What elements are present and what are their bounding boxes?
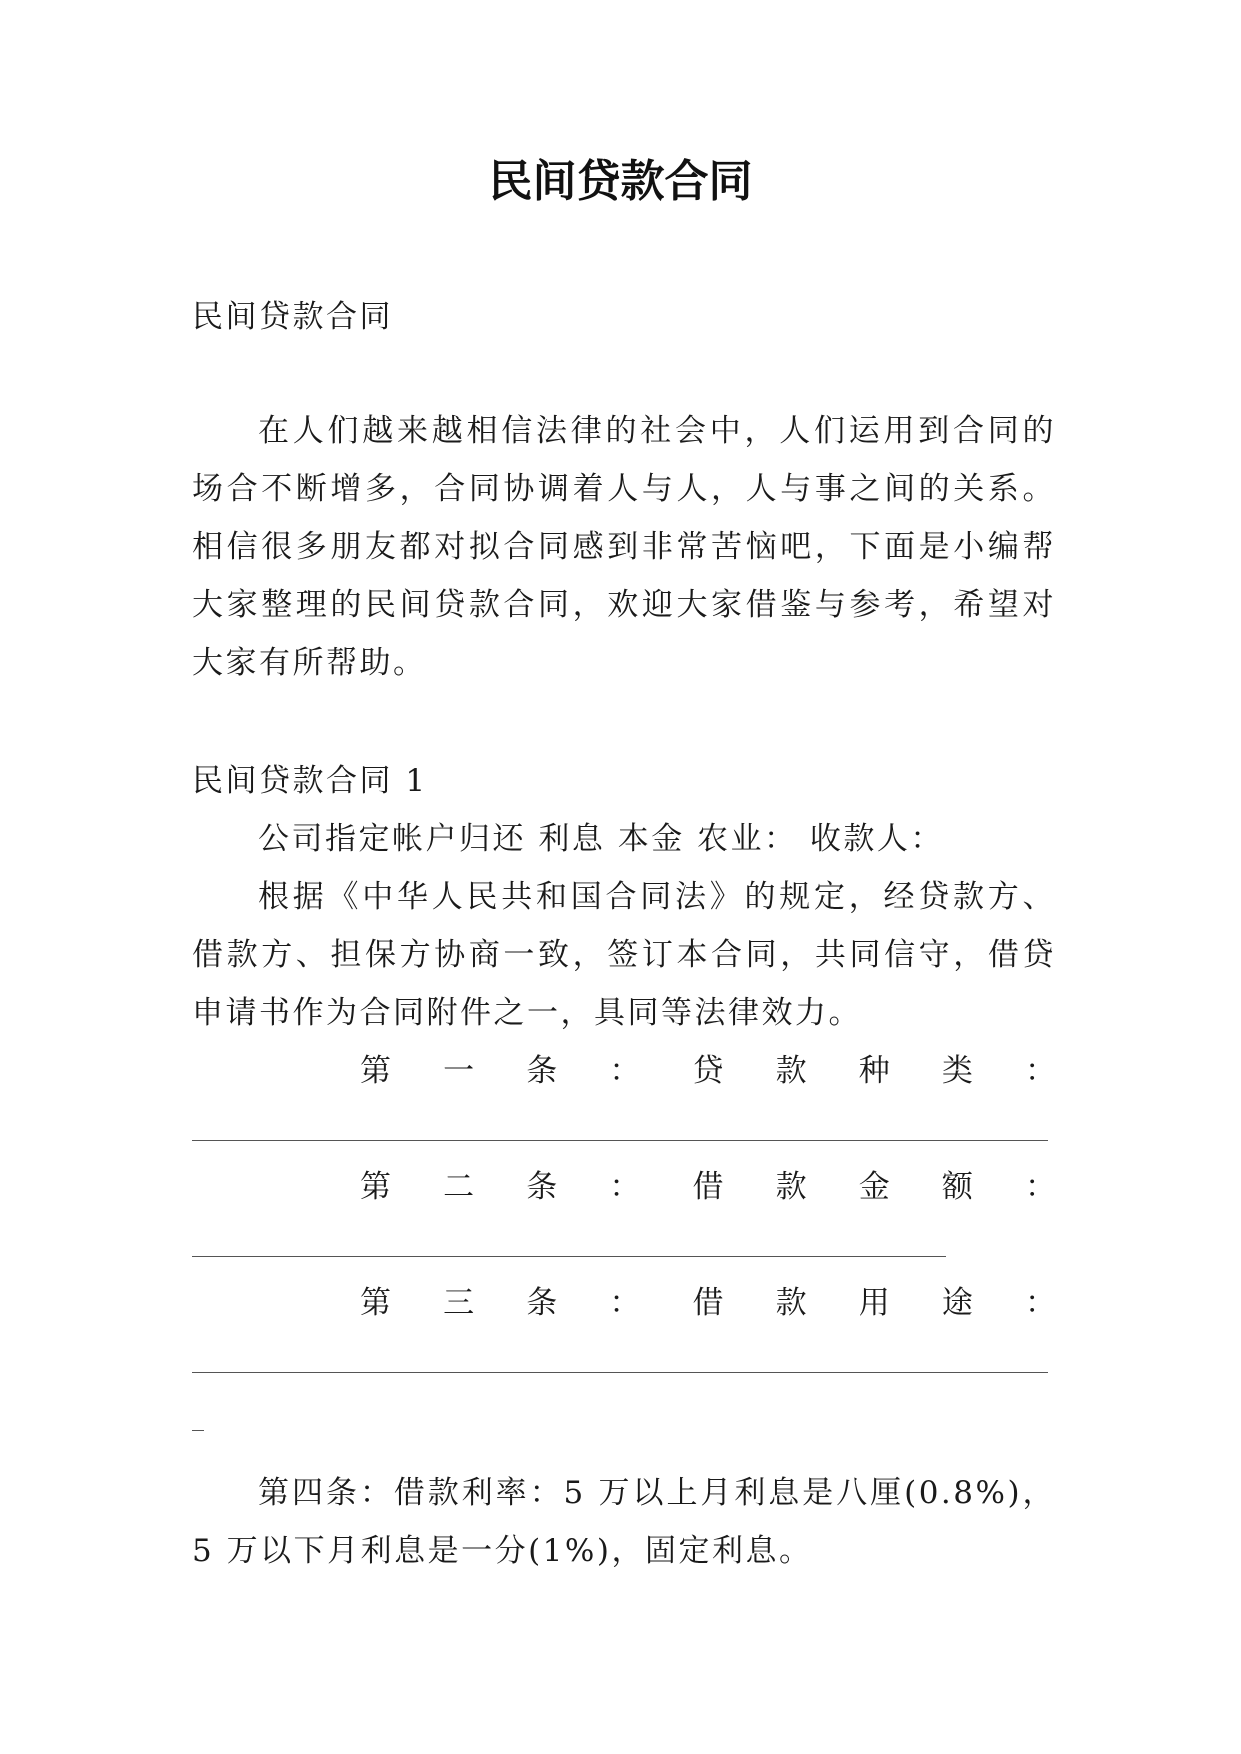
article-3-char: ： [609, 1285, 641, 1321]
article-1-char: 条 [526, 1053, 558, 1089]
article-1-char: 贷 [692, 1053, 724, 1089]
article-1-char: ： [609, 1053, 641, 1089]
fill-in-underline [192, 1372, 1048, 1373]
article-1-char: 款 [775, 1053, 807, 1089]
preamble-paragraph: 根据《中华人民共和国合同法》的规定，经贷款方、借款方、担保方协商一致，签订本合同，共同信守，借贷申请书作为合同附件之一，具同等法律效力。 [192, 879, 1056, 1031]
article-2-char: ： [1025, 1169, 1056, 1205]
article-3-char: 三 [443, 1285, 475, 1321]
article-1-char: ： [1025, 1053, 1056, 1089]
article-3-char: ： [1025, 1285, 1056, 1321]
article-2-char: 第 [360, 1169, 391, 1205]
article-3-blank-continued [192, 1390, 1056, 1448]
article-4-paragraph: 第四条：借款利率：5 万以上月利息是八厘(0.8%)，5 万以下月利息是一分(1%)，固定利息。 [192, 1475, 1056, 1569]
article-3-char: 条 [526, 1285, 558, 1321]
line-fields: 公司指定帐户归还 利息 本金 农业： 收款人： [258, 821, 944, 857]
article-1-char: 第 [360, 1053, 391, 1089]
document-body [192, 288, 1056, 1580]
fill-in-underline [192, 1430, 204, 1431]
article-2-char: 金 [858, 1169, 890, 1205]
article-3-char: 途 [941, 1285, 973, 1321]
fill-in-underline [192, 1256, 946, 1257]
article-1-char: 种 [858, 1053, 890, 1089]
article-3-char: 借 [692, 1285, 724, 1321]
document-title: 民间贷款合同 [488, 156, 753, 207]
article-1-blank [192, 1100, 1056, 1158]
subtitle: 民间贷款合同 [192, 299, 393, 335]
article-2-char: 款 [775, 1169, 807, 1205]
article-3-row [192, 1274, 1056, 1332]
article-2-char: 额 [941, 1169, 973, 1205]
article-2-blank [192, 1216, 1056, 1274]
article-1-char: 一 [443, 1053, 475, 1089]
article-2-char: 条 [526, 1169, 558, 1205]
intro-paragraph: 在人们越来越相信法律的社会中，人们运用到合同的场合不断增多，合同协调着人与人，人与事之间的关系。相信很多朋友都对拟合同感到非常苦恼吧，下面是小编帮大家整理的民间贷款合同，欢迎大家借鉴与参考，希望对大家有所帮助。 [192, 413, 1056, 681]
article-1-char: 类 [941, 1053, 973, 1089]
article-2-char: 二 [443, 1169, 475, 1205]
article-2-char: 借 [692, 1169, 724, 1205]
article-3-char: 款 [775, 1285, 807, 1321]
article-3-char: 用 [858, 1285, 890, 1321]
article-1-row [192, 1042, 1056, 1100]
article-2-char: ： [609, 1169, 641, 1205]
article-3-blank [192, 1332, 1056, 1390]
article-2-row [192, 1158, 1056, 1216]
section-heading: 民间贷款合同 1 [192, 763, 428, 799]
fill-in-underline [192, 1140, 1048, 1141]
article-3-char: 第 [360, 1285, 391, 1321]
